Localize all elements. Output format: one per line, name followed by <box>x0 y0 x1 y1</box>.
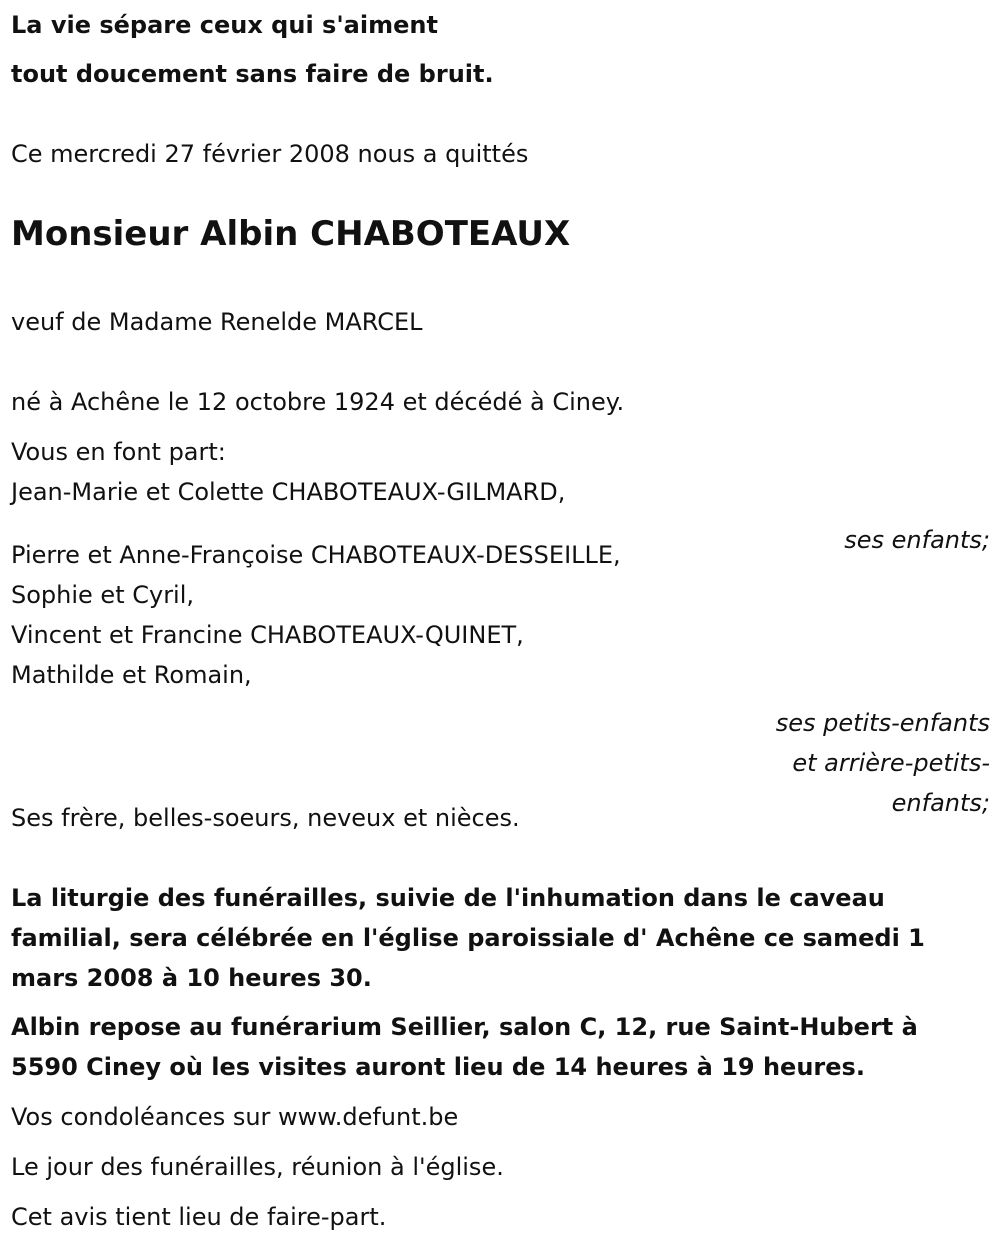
visitation-line-2: 5590 Ciney où les visites auront lieu de 14 heures à 19 heures. <box>11 1053 865 1081</box>
deceased-name: Monsieur Albin CHABOTEAUX <box>11 214 571 254</box>
notice-text: Cet avis tient lieu de faire-part. <box>11 1203 387 1231</box>
children-role: ses enfants; <box>844 526 990 554</box>
meeting-text: Le jour des funérailles, réunion à l'église. <box>11 1153 504 1181</box>
funeral-line-2: familial, sera célébrée en l'église paroissiale d' Achêne ce samedi 1 <box>11 924 925 952</box>
grandchild-line-3: Vincent et Francine CHABOTEAUX-QUINET, <box>11 621 524 649</box>
poem-line-2: tout doucement sans faire de bruit. <box>11 60 494 88</box>
poem-line-1: La vie sépare ceux qui s'aiment <box>11 11 438 39</box>
funeral-line-3: mars 2008 à 10 heures 30. <box>11 964 372 992</box>
share-intro: Vous en font part: <box>11 438 226 466</box>
widower-text: veuf de Madame Renelde MARCEL <box>11 308 423 336</box>
grandchildren-role-line-3: enfants; <box>891 789 990 817</box>
funeral-line-1: La liturgie des funérailles, suivie de l'inhumation dans le caveau <box>11 884 885 912</box>
grandchild-line-2: Sophie et Cyril, <box>11 581 195 609</box>
grandchildren-role-line-2: et arrière-petits- <box>792 749 990 777</box>
grandchildren-role-line-1: ses petits-enfants <box>775 709 990 737</box>
condolences-text: Vos condoléances sur www.defunt.be <box>11 1103 459 1131</box>
grandchild-line-1: Pierre et Anne-Françoise CHABOTEAUX-DESSEILLE, <box>11 541 621 569</box>
visitation-line-1: Albin repose au funérarium Seillier, salon C, 12, rue Saint-Hubert à <box>11 1013 918 1041</box>
birth-death-text: né à Achêne le 12 octobre 1924 et décédé à Ciney. <box>11 388 625 416</box>
announcement-text: Ce mercredi 27 février 2008 nous a quittés <box>11 140 529 168</box>
extended-family-text: Ses frère, belles-soeurs, neveux et nièces. <box>11 804 520 832</box>
grandchild-line-4: Mathilde et Romain, <box>11 661 252 689</box>
children-names: Jean-Marie et Colette CHABOTEAUX-GILMARD, <box>11 478 566 506</box>
